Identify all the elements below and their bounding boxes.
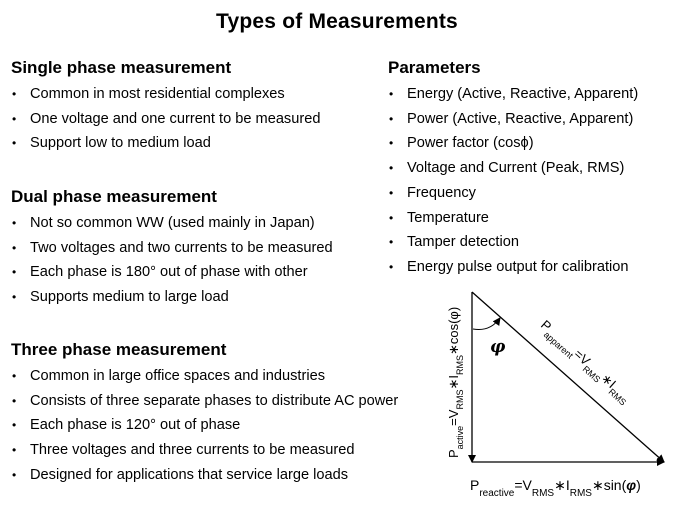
bullet-icon: • — [12, 240, 17, 255]
bullet-icon: • — [389, 136, 394, 151]
active-power-label: $P_{active}=V_{RMS}∗I_{RMS}∗\cos(\varphi)$ — [446, 306, 465, 458]
page-title: Types of Measurements — [216, 10, 458, 33]
apparent-power-arrow — [472, 292, 664, 462]
list-item: • Power factor (cosϕ) — [388, 131, 638, 156]
list-item: • Two voltages and two currents to be measured — [11, 236, 333, 261]
bullet-icon: • — [12, 369, 17, 383]
list-item: • Tamper detection — [388, 230, 638, 255]
list-item: • Each phase is 180° out of phase with other — [11, 260, 333, 285]
list-item: • Common in most residential complexes — [11, 82, 320, 107]
angle-arc-icon — [473, 318, 500, 330]
list-item: • Power (Active, Reactive, Apparent) — [388, 107, 638, 132]
bullet-icon: • — [12, 290, 17, 305]
bullet-icon: • — [12, 443, 17, 458]
list-item: • One voltage and one current to be measured — [11, 107, 320, 132]
bullet-icon: • — [12, 216, 17, 230]
list-item: • Each phase is 120° out of phase — [11, 413, 398, 438]
bullet-icon: • — [12, 111, 17, 126]
single-phase-heading: Single phase measurement — [11, 58, 232, 77]
bullet-icon: • — [12, 393, 17, 408]
list-item: • Frequency — [388, 181, 638, 206]
bullet-icon: • — [12, 265, 17, 280]
reactive-power-label: $P_{reactive}=V_{RMS}∗I_{RMS}∗\sin(\varphi)$ — [470, 477, 641, 499]
list-item: • Energy pulse output for calibration — [388, 255, 638, 280]
bullet-icon: • — [389, 87, 394, 101]
bullet-icon: • — [389, 259, 394, 274]
bullet-icon: • — [389, 111, 394, 126]
dual-phase-heading: Dual phase measurement — [11, 187, 217, 206]
bullet-icon: • — [12, 467, 17, 482]
bullet-icon: • — [389, 235, 394, 250]
list-item: • Not so common WW (used mainly in Japan) — [11, 211, 333, 236]
list-item: • Voltage and Current (Peak, RMS) — [388, 156, 638, 181]
apparent-power-label: $P_{apparent}=V_{RMS}∗I_{RMS}$ — [538, 317, 629, 408]
bullet-icon: • — [389, 185, 394, 200]
list-item: • Three voltages and three currents to be measured — [11, 438, 398, 463]
bullet-icon: • — [12, 87, 17, 101]
list-item: • Energy (Active, Reactive, Apparent) — [388, 82, 638, 107]
bullet-icon: • — [12, 418, 17, 433]
bullet-icon: • — [389, 210, 394, 225]
three-phase-heading: Three phase measurement — [11, 340, 227, 359]
parameters-heading: Parameters — [388, 58, 481, 77]
list-item: • Designed for applications that service large loads — [11, 463, 398, 488]
phi-angle-label: φ — [490, 337, 506, 357]
list-item: • Temperature — [388, 206, 638, 231]
list-item: • Supports medium to large load — [11, 285, 333, 310]
bullet-icon: • — [389, 161, 394, 176]
list-item: • Consists of three separate phases to distribute AC power — [11, 389, 398, 414]
bullet-icon: • — [12, 136, 17, 151]
list-item: • Common in large office spaces and industries — [11, 364, 398, 389]
list-item: • Support low to medium load — [11, 131, 320, 156]
